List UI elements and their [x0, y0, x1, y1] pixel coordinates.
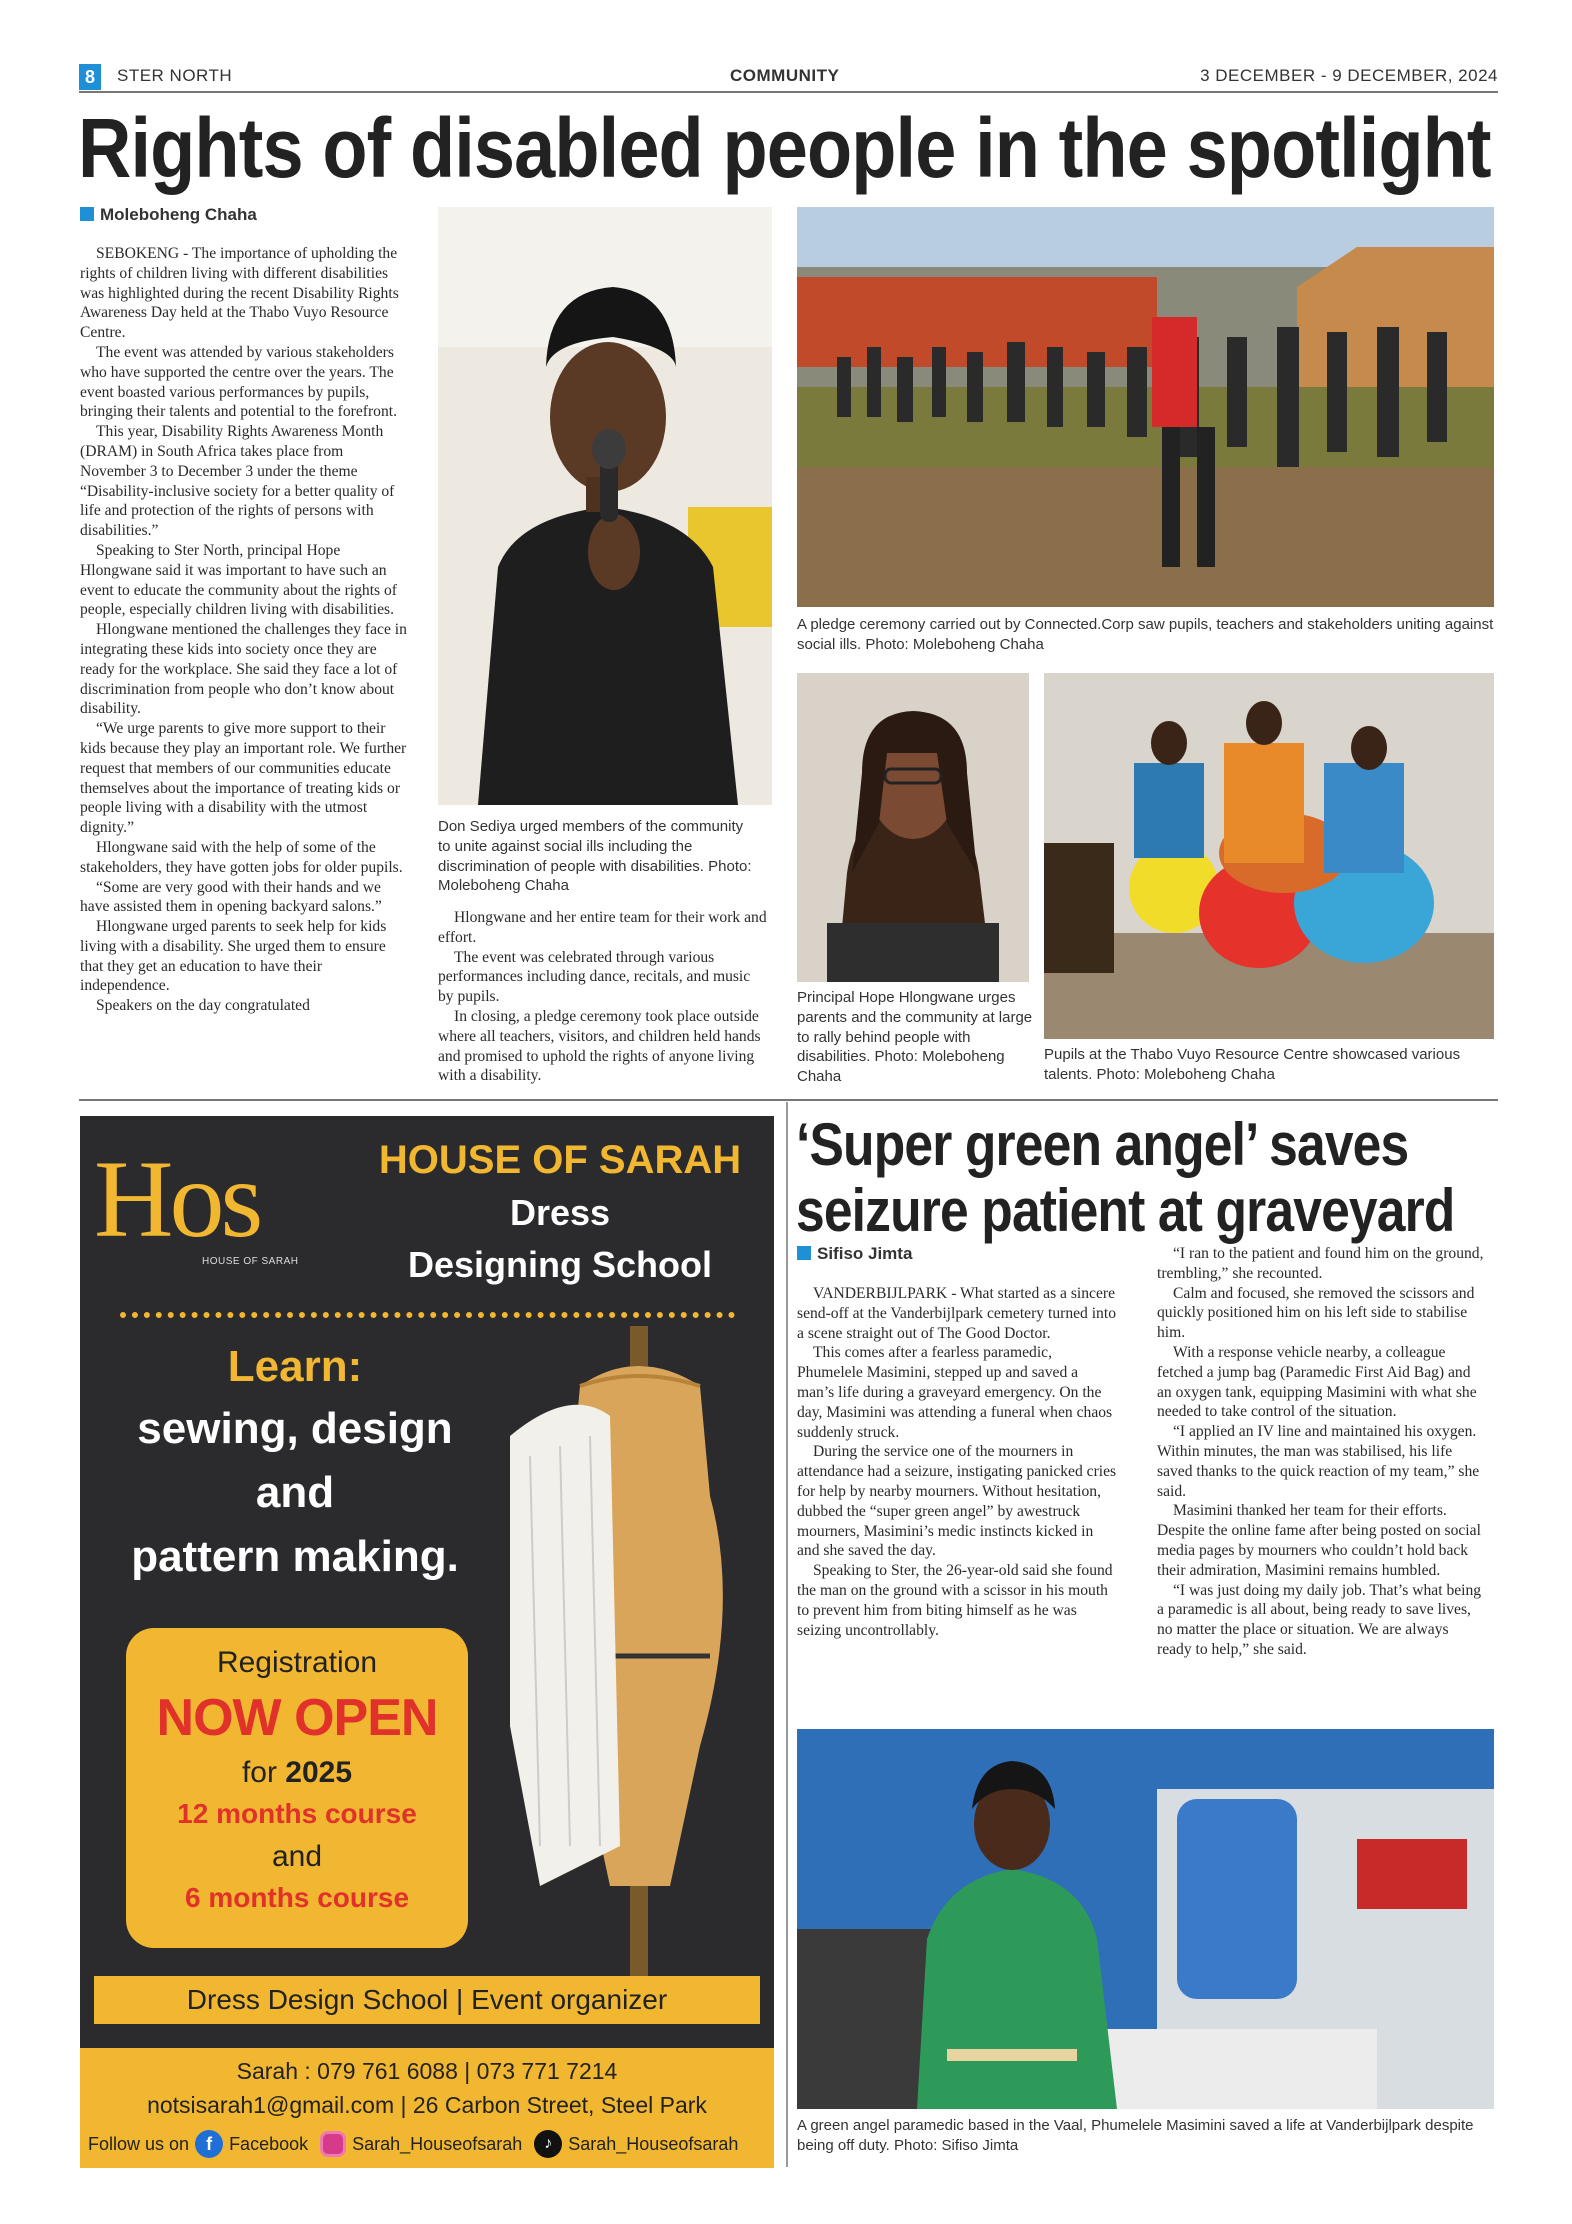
ad-learn-line3: pattern making. — [131, 1532, 459, 1581]
reg-and: and — [271, 1840, 323, 1873]
issue-date: 3 DECEMBER - 9 DECEMBER, 2024 — [1200, 66, 1498, 85]
ad-facebook: Facebook — [229, 2133, 309, 2154]
article1-paragraph: The event was attended by various stakeholders who have supported the centre over the years. The event boasted various performances by pupils, bringing their talents and potential to the forefront. — [80, 343, 397, 421]
article2-headline-line1: ‘Super green angel’ saves — [796, 1111, 1409, 1178]
article1-paragraph: Hlongwane mentioned the challenges they face in integrating these kids into society once they are ready for the workplace. She said they face a lot of discrimination from people who don’t know about disability. — [80, 621, 407, 718]
article2-paragraph: “I was just doing my daily job. That’s what being a paramedic is all about, being ready to save lives, no matter the place or situation. We are always ready to help,” she said. — [1157, 1581, 1482, 1658]
photo-principal — [797, 673, 1029, 982]
tiktok-icon: ♪ — [534, 2130, 562, 2158]
ad-subtitle-school: Designing School — [407, 1244, 712, 1285]
ad-tiktok: Sarah_Houseofsarah — [568, 2133, 739, 2154]
ad-dotted-divider — [120, 1312, 735, 1318]
section-name: COMMUNITY — [730, 66, 840, 85]
article1-paragraph: Speakers on the day congratulated — [96, 997, 310, 1015]
caption-sediya: Don Sediya urged members of the community to unite against social ills including the discrimination of people with disabilities. Photo: Moleboheng Chaha — [438, 818, 752, 895]
reg-6-months: 6 months course — [184, 1882, 410, 1913]
caption-paramedic: A green angel paramedic based in the Vaal, Phumelele Masimini saved a life at Vanderbijlpark despite being off duty. Photo: Sifiso Jimta — [797, 2117, 1474, 2154]
photo-pledge-ceremony — [797, 207, 1494, 607]
publication-name: STER NORTH — [117, 66, 233, 85]
article1-paragraph: “We urge parents to give more support to their kids because they play an important role. We further request that members of our communities educate themselves about the importance of treating kids or people living with a disability with the utmost dignity.” — [80, 720, 407, 837]
article2-paragraph: Masimini thanked her team for their efforts. Despite the online fame after being posted on social media pages by mourners who couldn’t hold back their admiration, Masimini remains humbled. — [1157, 1502, 1481, 1579]
article1-column1 — [80, 244, 411, 1016]
article2-column1 — [797, 1284, 1119, 1640]
byline-marker-icon — [797, 1246, 811, 1260]
article2-paragraph: “I ran to the patient and found him on the ground, trembling,” she recounted. — [1157, 1245, 1484, 1282]
section-divider — [79, 1099, 1498, 1101]
facebook-icon: f — [195, 2130, 223, 2158]
caption-pupils: Pupils at the Thabo Vuyo Resource Centre showcased various talents. Photo: Moleboheng Chaha — [1044, 1046, 1461, 1083]
column-divider — [786, 1102, 788, 2167]
article1-paragraph: This year, Disability Rights Awareness Month (DRAM) in South Africa takes place from November 3 to December 3 under the theme “Disability-inclusive society for a better quality of life and protection of the rights of persons with disabilities.” — [80, 423, 395, 540]
article2-paragraph: VANDERBIJLPARK - What started as a sincere send-off at the Vanderbijlpark cemetery turned into a scene straight out of The Good Doctor. — [797, 1285, 1116, 1342]
page-number: 8 — [79, 64, 101, 90]
article1-byline-name: Moleboheng Chaha — [100, 205, 257, 224]
ad-phone: Sarah : 079 761 6088 | 073 771 7214 — [236, 2058, 618, 2084]
article2-paragraph: Speaking to Ster, the 26-year-old said she found the man on the ground with a scissor in his mouth to prevent him from biting himself as he was seizing uncontrollably. — [797, 1562, 1113, 1639]
article1-byline — [80, 205, 257, 225]
photo-sediya — [438, 207, 772, 805]
byline-marker-icon — [80, 207, 94, 221]
hos-logo-letters: Hos — [94, 1138, 260, 1260]
ad-learn: Learn: — [227, 1342, 363, 1391]
ad-subtitle-dress: Dress — [509, 1192, 611, 1233]
photo-paramedic — [797, 1729, 1494, 2109]
reg-for-2025: for 2025 — [241, 1756, 353, 1789]
article2-headline-line2: seizure patient at graveyard — [796, 1177, 1455, 1244]
mannequin-icon — [510, 1326, 774, 1986]
article2-paragraph: With a response vehicle nearby, a colleague fetched a jump bag (Paramedic First Aid Bag) and an oxygen tank, equipping Masimini with what she needed to take control of the situation. — [1157, 1343, 1477, 1421]
hos-logo-subtitle: HOUSE OF SARAH — [202, 1256, 299, 1267]
article1-headline: Rights of disabled people in the spotlight — [78, 101, 1491, 195]
article2-column2 — [1157, 1244, 1485, 1660]
house-of-sarah-advert — [80, 1116, 774, 2168]
article1-paragraph: In closing, a pledge ceremony took place outside where all teachers, visitors, and children held hands and promised to uphold the rights of anyone living with a disability. — [438, 1007, 761, 1085]
article1-paragraph: Hlongwane urged parents to seek help for kids living with a disability. She urged them to ensure that they get an education to have their independence. — [80, 918, 387, 995]
reg-line1: Registration — [216, 1646, 378, 1679]
ad-follow-label: Follow us on — [88, 2133, 190, 2154]
caption-pledge: A pledge ceremony carried out by Connected.Corp saw pupils, teachers and stakeholders uniting against social ills. Photo: Moleboheng Chaha — [797, 616, 1494, 653]
article1-paragraph: Speaking to Ster North, principal Hope Hlongwane said it was important to have such an event to educate the community about the rights of people, especially children living with disabilities. — [80, 541, 397, 619]
instagram-icon — [320, 2131, 346, 2157]
ad-social-row — [88, 2130, 774, 2158]
article1-paragraph: The event was celebrated through various performances including dance, recitals, and music by pupils. — [438, 948, 751, 1006]
header-rule — [79, 91, 1498, 93]
article2-paragraph: This comes after a fearless paramedic, Phumelele Masimini, stepped up and saved a man’s life during a graveyard emergency. On the day, Masimini was attending a funeral when chaos suddenly struck. — [797, 1344, 1113, 1441]
article2-paragraph: “I applied an IV line and maintained his oxygen. Within minutes, the man was stabilised, his life saved thanks to the quick reaction of my team,” she said. — [1157, 1423, 1480, 1500]
ad-email-address: notsisarah1@gmail.com | 26 Carbon Street, Steel Park — [147, 2092, 707, 2118]
article2-byline — [797, 1244, 912, 1264]
reg-12-months: 12 months course — [177, 1798, 417, 1829]
ad-learn-line1: sewing, design — [137, 1404, 453, 1453]
caption-principal: Principal Hope Hlongwane urges parents and the community at large to rally behind people with disabilities. Photo: Moleboheng Chaha — [797, 989, 1033, 1086]
reg-now-open: NOW OPEN — [156, 1689, 438, 1747]
ad-instagram: Sarah_Houseofsarah — [352, 2133, 523, 2154]
article1-paragraph: Hlongwane and her entire team for their work and effort. — [438, 909, 767, 946]
article1-paragraph: Hlongwane said with the help of some of the stakeholders, they have gotten jobs for older pupils. — [80, 838, 403, 876]
ad-banner: Dress Design School | Event organizer — [94, 1976, 760, 2024]
article2-byline-name: Sifiso Jimta — [817, 1244, 913, 1263]
hos-logo — [94, 1138, 334, 1272]
article1-paragraph: “Some are very good with their hands and we have assisted them in opening backyard salons.” — [80, 878, 382, 916]
article1-column2 — [438, 908, 768, 1086]
ad-learn-line2: and — [255, 1468, 335, 1517]
article1-paragraph: SEBOKENG - The importance of upholding the rights of children living with different disabilities was highlighted during the recent Disability Rights Awareness Day held at the Thabo Vuyo Resource Centre. — [80, 245, 399, 342]
photo-pupils-dancing — [1044, 673, 1494, 1039]
ad-title: HOUSE OF SARAH — [378, 1138, 742, 1182]
article2-paragraph: During the service one of the mourners in attendance had a seizure, instigating panicked cries for help by nearby mourners. Without hesitation, dubbed the “super green angel” by awestruck mourners, Masimini’s medic instincts kicked in and she saved the day. — [797, 1443, 1117, 1560]
article2-paragraph: Calm and focused, she removed the scissors and quickly positioned him on his left side to stabilise him. — [1157, 1284, 1475, 1342]
